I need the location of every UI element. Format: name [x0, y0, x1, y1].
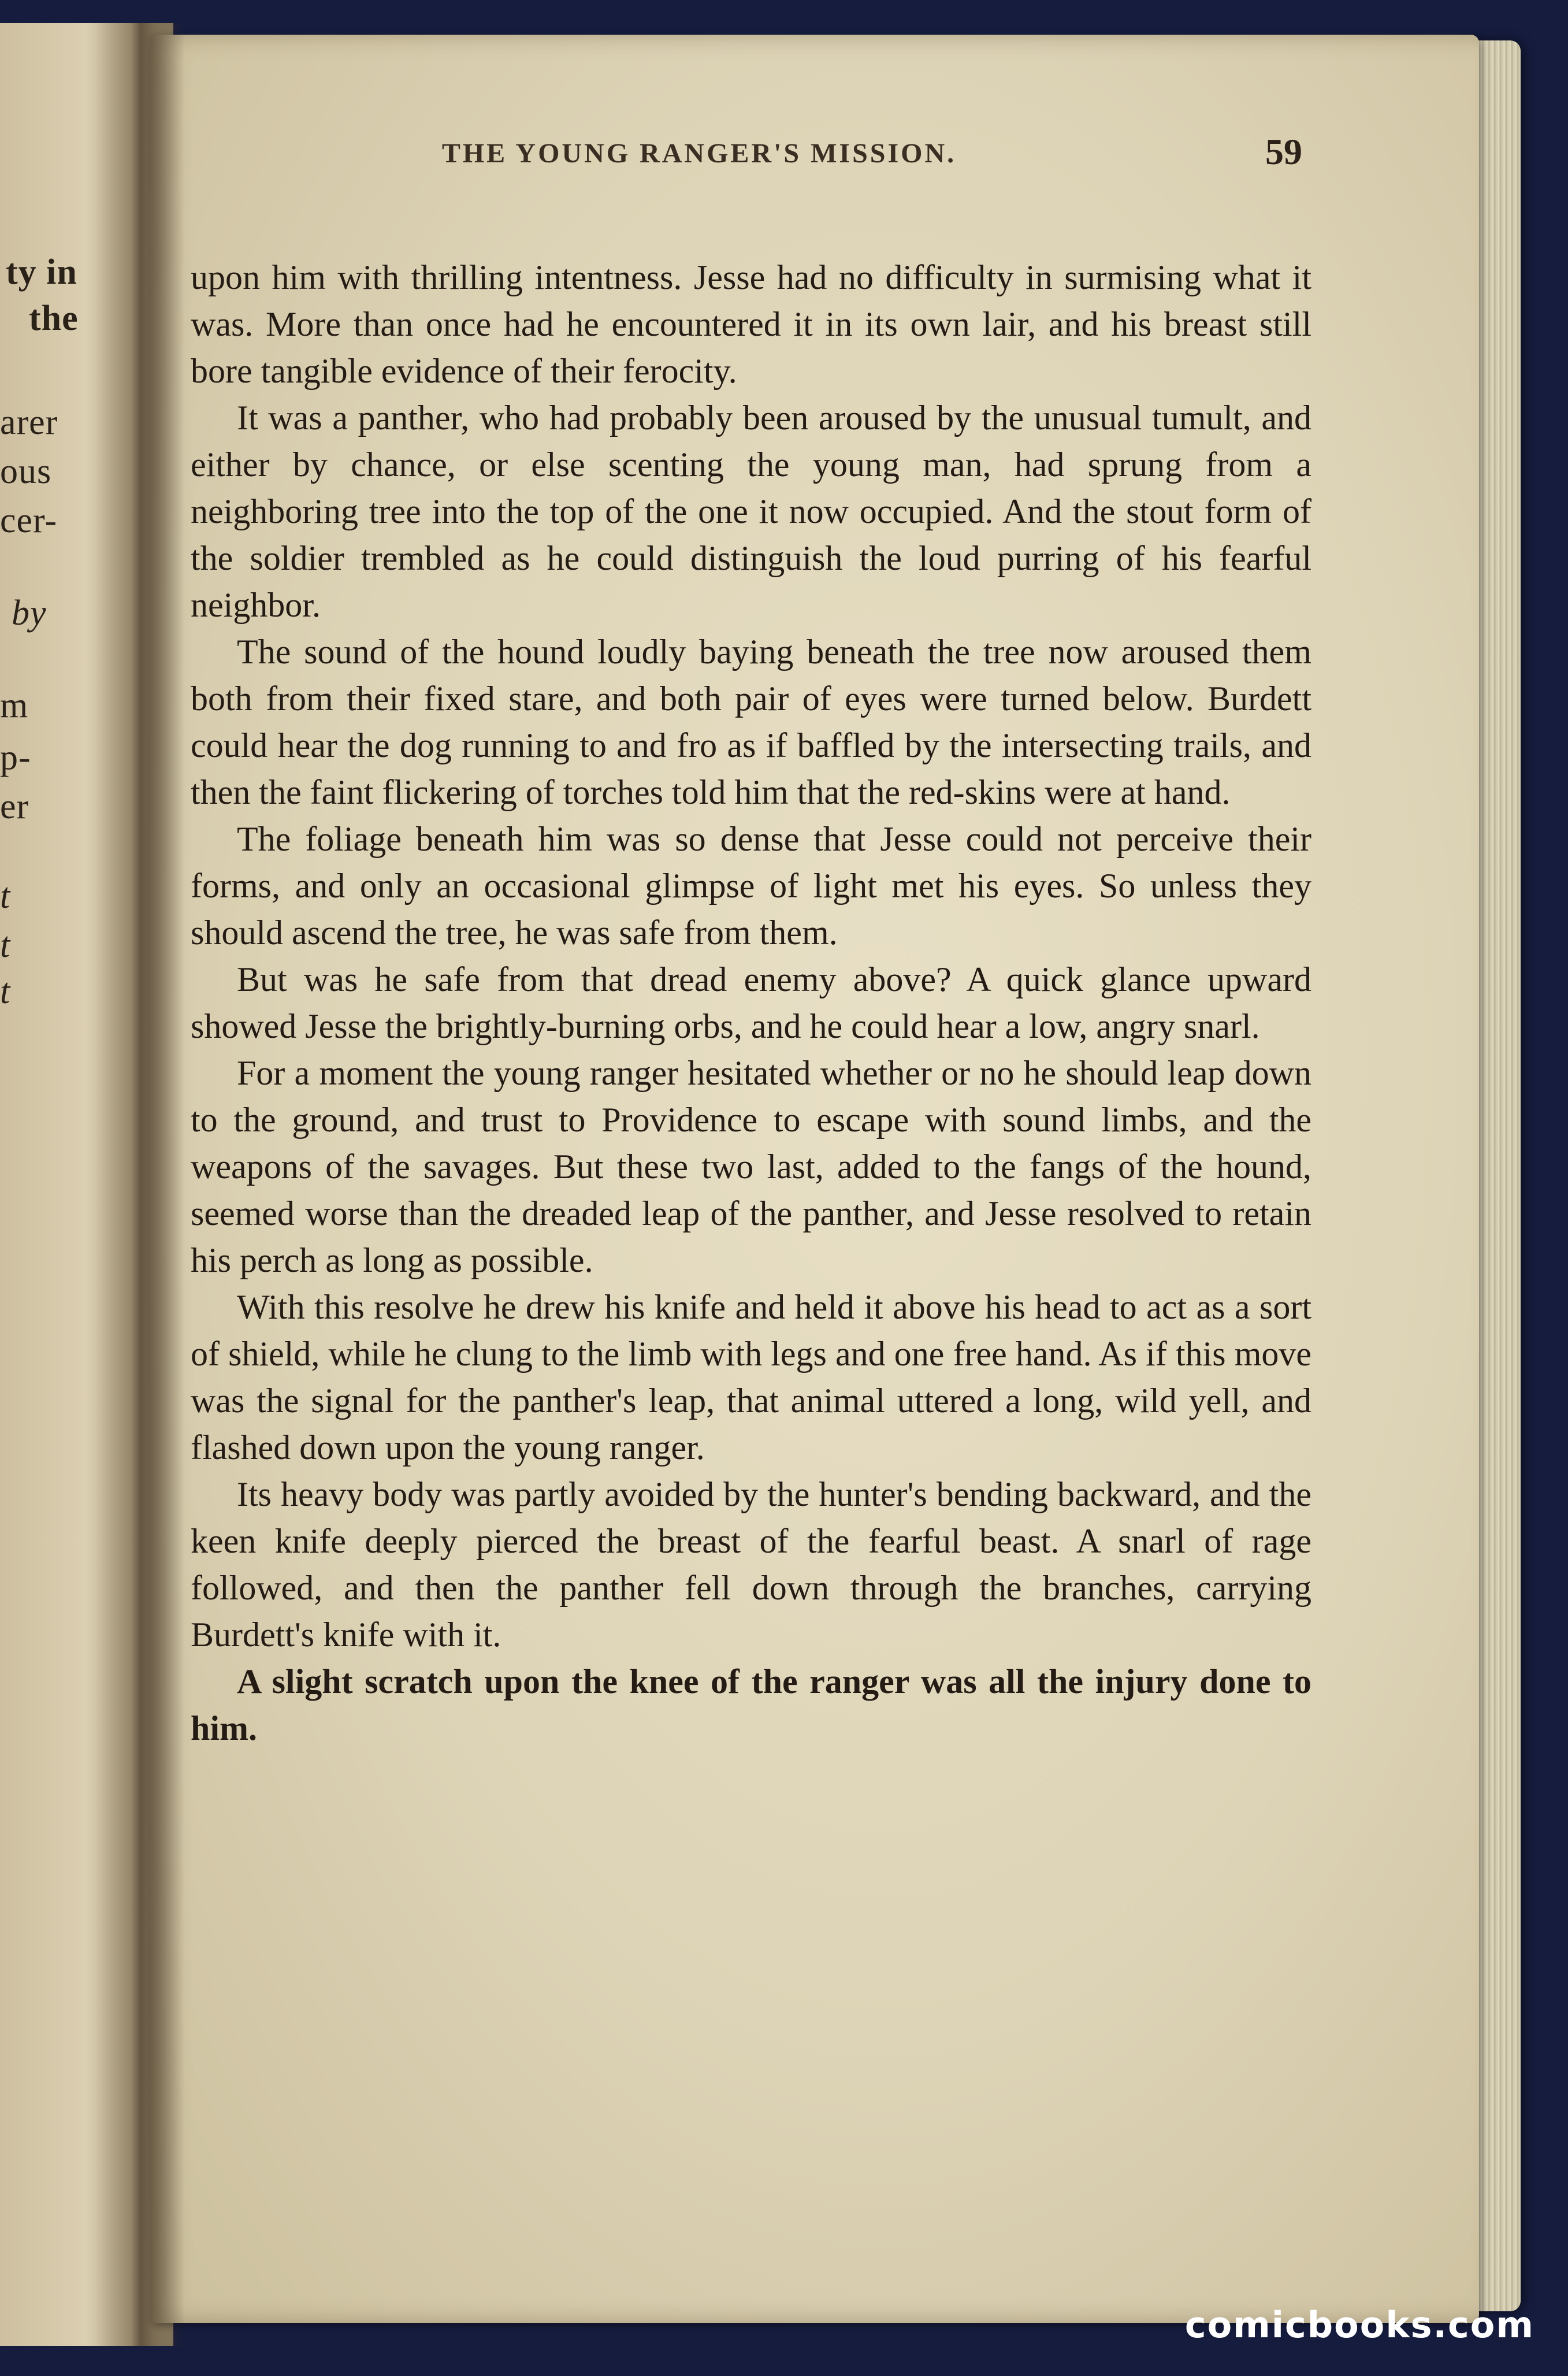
left-page-fragment: t [0, 877, 11, 916]
left-page-fragment: by [12, 593, 47, 633]
left-page-fragment: t [0, 926, 11, 965]
page-number: 59 [1265, 131, 1302, 172]
left-page-fragment: ous [0, 452, 52, 491]
paragraph: The foliage beneath him was so dense that Jesse could not perceive their forms, and only an occasional glimpse of light met his eyes. So unless they should ascend the tree, he was safe from them. [191, 820, 1311, 952]
left-page-fragment: the [29, 299, 79, 338]
left-page-fragment: m [0, 686, 29, 725]
page-gutter [87, 23, 185, 2346]
left-page-fragment: arer [0, 403, 58, 442]
paragraph: It was a panther, who had probably been aroused by the unusual tumult, and either by chance, or else scenting the young man, had sprung from a neighboring tree into the top of the one it now occupied. And the stout form of the soldier trembled as he could distinguish the loud purring of his fearful neighbor. [191, 399, 1311, 624]
paragraph: A slight scratch upon the knee of the ranger was all the injury done to him. [191, 1662, 1311, 1747]
left-page-fragment: ty in [6, 253, 77, 292]
left-page-fragment: t [0, 972, 11, 1011]
left-page-fragment: p- [0, 738, 31, 777]
body-text [191, 254, 1311, 1752]
paragraph: The sound of the hound loudly baying beneath the tree now aroused them both from their fixed stare, and both pair of eyes were turned below. Burdett could hear the dog running to and fro as if baffled by the intersecting trails, and then the faint flickering of torches told him that the red-skins were at hand. [191, 633, 1311, 811]
left-page-fragment: cer- [0, 501, 58, 540]
left-page-fragment: er [0, 787, 29, 826]
paragraph: Its heavy body was partly avoided by the hunter's bending backward, and the keen knife deeply pierced the breast of the fearful beast. A snarl of rage followed, and then the panther fell down through the branches, carrying Burdett's knife with it. [191, 1475, 1311, 1654]
paragraph: But was he safe from that dread enemy above? A quick glance upward showed Jesse the brightly-burning orbs, and he could hear a low, angry snarl. [191, 960, 1311, 1045]
running-head: THE YOUNG RANGER'S MISSION. [441, 138, 957, 169]
paragraph: With this resolve he drew his knife and held it above his head to act as a sort of shield, while he clung to the limb with legs and one free hand. As if this move was the signal for the panther's leap, that animal uttered a long, wild yell, and flashed down upon the young ranger. [191, 1288, 1311, 1467]
paragraph: upon him with thrilling intentness. Jesse had no difficulty in surmising what it was. More than once had he encountered it in its own lair, and his breast still bore tangible evidence of their ferocity. [191, 258, 1311, 390]
paragraph: For a moment the young ranger hesitated whether or no he should leap down to the ground, and trust to Providence to escape with sound limbs, and the weapons of the savages. But these two last, added to the fangs of the hound, seemed worse than the dreaded leap of the panther, and Jesse resolved to retain his perch as long as possible. [191, 1054, 1311, 1279]
site-watermark: comicbooks.com [1184, 2304, 1534, 2346]
